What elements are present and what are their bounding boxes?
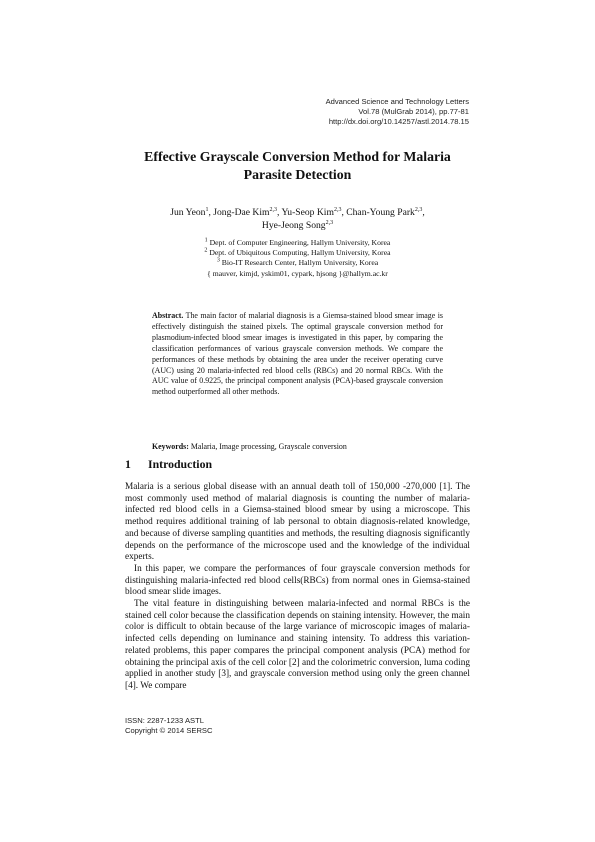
paragraph-1: Malaria is a serious global disease with an annual death toll of 150,000 -270,000 [1]. The most commonly used method of malarial diagnosis is counting the number of malaria-infected red blood cells in a Giemsa-stained blood smear by using a microscope. This method requires additional training of lab personal to obtain diagnosis-related knowledge, and because of diverse sampling quantities and methods, the resulting diagnosis significantly depends on the performance of the microscope used and the knowledge of the individual experts.: [125, 482, 470, 563]
author-affil-mark: 2,3: [325, 219, 334, 226]
paragraph-3: The vital feature in distinguishing between malaria-infected and normal RBCs is the stained cell color because the classification depends on staining intensity. However, the main color is difficult to obtain because of the large variance of microscopic images of malaria-infected cells depending on luminance and staining intensity. To address this variation-related problems, this paper compares the principal component analysis (PCA) method for obtaining the principal axis of the cell color [2] and the colorimetric conversion, luma coding applied in another study [3], and grayscale conversion method using only the green channel [4]. We compare: [125, 599, 470, 691]
affiliation-3: $^3$ Bio-IT Research Center, Hallym University, Korea: [216, 257, 379, 268]
journal-name: Advanced Science and Technology Letters: [325, 97, 469, 106]
paper-title: [120, 148, 475, 184]
body-text: [125, 482, 470, 693]
section-heading: [125, 457, 212, 472]
author-name: Jong-Dae Kim: [213, 207, 270, 218]
author-affil-mark: 1: [205, 206, 209, 213]
page-footer: [125, 716, 212, 736]
running-header: [326, 97, 469, 127]
author-line-1: Jun Yeon$^1$, Jong-Dae Kim$^{2,3}$, Yu-Seop Kim$^{2,3}$, Chan-Young Park$^{2,3}$,: [170, 206, 425, 218]
abstract-text: The main factor of malarial diagnosis is a Giemsa-stained blood smear image is effectively distinguish the stained pixels. The optimal grayscale conversion method for plasmodium-infected blood smear images is investigated in this paper, by comparing the classification performances of various grayscale conversion methods. We compare the performances of these methods by obtaining the area under the receiver operating curve (AUC) using 20 malaria-infected red blood cells (RBCs) and 20 normal RBCs. With the AUC value of 0.9225, the principal component analysis (PCA)-based grayscale conversion method outperformed all other methods.: [152, 311, 443, 397]
section-title: Introduction: [148, 457, 213, 471]
affiliation-1: $^1$ Dept. of Computer Engineering, Hallym University, Korea: [204, 237, 391, 247]
author-emails: { mauver, kimjd, yskim01, cypark, hjsong }@hallym.ac.kr: [207, 268, 388, 278]
affiliations: [150, 238, 445, 279]
issn: ISSN: 2287-1233 ASTL: [125, 716, 204, 725]
volume-info: Vol.78 (MulGrab 2014), pp.77-81: [358, 107, 469, 116]
author-name: Chan-Young Park: [346, 207, 415, 218]
title-line-1: Effective Grayscale Conversion Method for Malaria: [144, 149, 451, 164]
author-list: [150, 207, 445, 232]
author-name: Hye-Jeong Song: [261, 219, 326, 231]
author-affil-mark: 2,3: [269, 206, 277, 213]
author-line-2: [150, 220, 445, 233]
abstract-label: Abstract.: [152, 311, 184, 320]
author-name: Jun Yeon: [170, 207, 206, 218]
keywords: [152, 442, 443, 453]
keywords-label: Keywords:: [152, 442, 189, 451]
author-affil-mark: 2,3: [333, 206, 342, 213]
keywords-text: Malaria, Image processing, Grayscale conversion: [190, 442, 347, 451]
paragraph-2: In this paper, we compare the performances of four grayscale conversion methods for distinguishing malaria-infected red blood cells(RBCs) from normal ones in Giemsa-stained blood smear slide images.: [125, 563, 470, 598]
doi-link[interactable]: http://dx.doi.org/10.14257/astl.2014.78.15: [328, 117, 469, 126]
author-name: Yu-Seop Kim: [281, 207, 334, 218]
abstract: [152, 311, 443, 398]
affiliation-2: $^2$ Dept. of Ubiquitous Computing, Hallym University, Korea: [204, 247, 391, 258]
copyright: Copyright © 2014 SERSC: [125, 726, 213, 735]
title-line-2: Parasite Detection: [243, 167, 352, 182]
section-number: 1: [125, 457, 131, 471]
author-affil-mark: 2,3: [414, 206, 423, 213]
